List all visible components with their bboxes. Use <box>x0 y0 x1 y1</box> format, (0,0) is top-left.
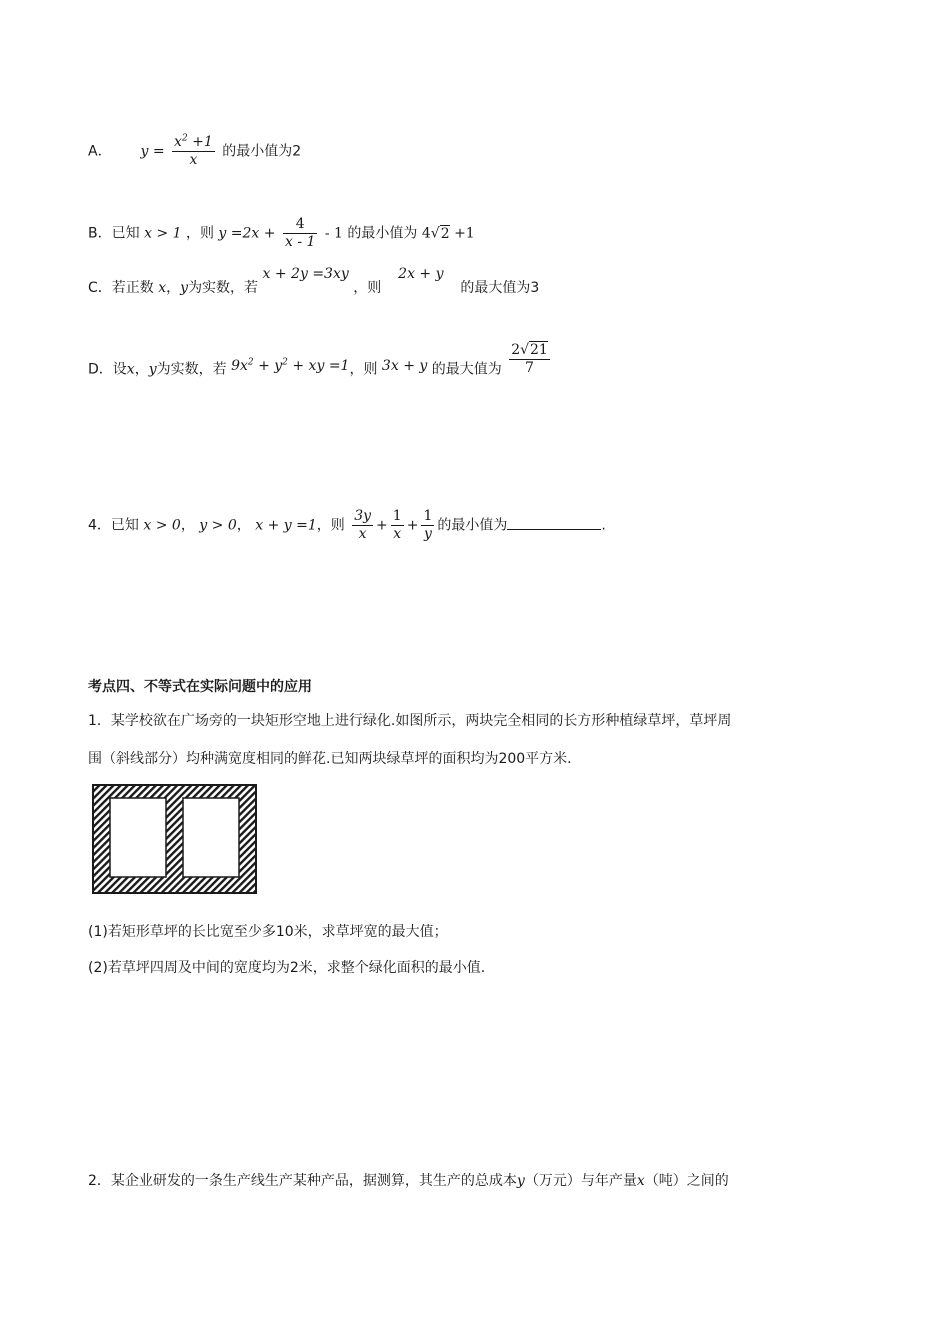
lawn-diagram <box>92 784 258 895</box>
q4-end: . <box>601 517 606 534</box>
math-formula: y = <box>140 143 165 160</box>
math-formula: y =2x + <box>218 225 276 242</box>
math-formula: - 1 <box>324 225 343 242</box>
var-x: x <box>636 1173 645 1189</box>
option-a <box>88 134 301 169</box>
var-x: x <box>126 361 135 378</box>
p2-line1 <box>88 1171 729 1191</box>
fraction: $\frac{1}{x}$ <box>392 508 402 542</box>
option-d-text2: ，则 <box>349 361 378 378</box>
option-b <box>88 216 475 251</box>
comma: ， <box>236 517 251 534</box>
fraction: $\frac{1}{y}$ <box>423 508 433 542</box>
fraction: $\frac{3y}{x}$ <box>354 508 372 542</box>
fraction: $\frac{2√21}{7}$ <box>511 342 548 376</box>
option-c-text3: 的最大值为3 <box>460 280 540 296</box>
p1-line1: 1．某学校欲在广场旁的一块矩形空地上进行绿化.如图所示，两块完全相同的长方形种植绿草坪，草坪周 <box>88 713 732 729</box>
p2-pre: 2．某企业研发的一条生产线生产某种产品，据测算，其生产的总成本 <box>88 1173 517 1189</box>
option-a-text: 的最小值为2 <box>222 143 302 160</box>
option-c-text1: 为实数，若 <box>188 280 259 296</box>
var-x: x <box>158 280 167 296</box>
comma: ， <box>180 517 195 534</box>
option-d-label: D．设 <box>88 361 127 378</box>
p2-post: （吨）之间的 <box>644 1173 729 1189</box>
option-c-label: C．若正数 <box>88 280 154 296</box>
math-formula: $9x^2 + y^2$ + xy =1 <box>231 356 350 374</box>
math-formula: 2x + y <box>398 266 444 282</box>
option-b-label: B．已知 <box>88 225 140 242</box>
math-formula: 3x + y <box>381 357 428 374</box>
p1-q1: (1)若矩形草坪的长比宽至少多10米，求草坪宽的最大值； <box>88 924 448 940</box>
fraction: $\frac{4}{x - 1}$ <box>284 216 316 250</box>
option-b-mid: ，则 <box>185 225 214 242</box>
var-y: y <box>180 280 189 296</box>
lawn-left <box>110 798 166 877</box>
p1-q2: (2)若草坪四周及中间的宽度均为2米，求整个绿化面积的最小值. <box>88 960 486 976</box>
math-formula: x > 0 <box>143 517 181 534</box>
var-y: y <box>148 361 157 378</box>
comma: ， <box>166 280 181 296</box>
option-d-text1: 为实数，若 <box>156 361 227 378</box>
p1-line2: 围（斜线部分）均种满宽度相同的鲜花.已知两块绿草坪的面积均为200平方米. <box>88 751 572 767</box>
math-formula: 4√2 +1 <box>421 225 475 242</box>
p2-mid: （万元）与年产量 <box>524 1173 637 1189</box>
section-title: 考点四、不等式在实际问题中的应用 <box>88 679 312 695</box>
comma: ， <box>134 361 149 378</box>
answer-blank[interactable] <box>507 515 601 530</box>
option-c <box>88 266 540 298</box>
math-formula: x + 2y =3xy <box>262 266 349 282</box>
math-formula: x > 1 <box>144 225 182 242</box>
var-y: y <box>516 1173 525 1189</box>
q4-then: ，则 <box>316 517 345 534</box>
option-a-label: A． <box>88 143 112 160</box>
q4-label: 4．已知 <box>88 517 139 534</box>
math-formula: x + y =1 <box>255 517 317 534</box>
option-d-text3: 的最大值为 <box>431 361 502 378</box>
q4-tail: 的最小值为 <box>437 517 508 534</box>
math-formula: y > 0 <box>199 517 237 534</box>
fraction: $\frac{x^2 +1}{x}$ <box>174 133 213 168</box>
option-d <box>88 342 553 387</box>
option-c-text2: ，则 <box>353 280 382 296</box>
option-b-text: 的最小值为 <box>347 225 418 242</box>
question-4: 4．已知 x > 0， y > 0， x + y =1，则 $\frac{3y}{x}$ + $\frac{1}{x}$ + $\frac{1}{y}$ 的最小值为 . <box>88 508 606 542</box>
lawn-right <box>183 798 239 877</box>
